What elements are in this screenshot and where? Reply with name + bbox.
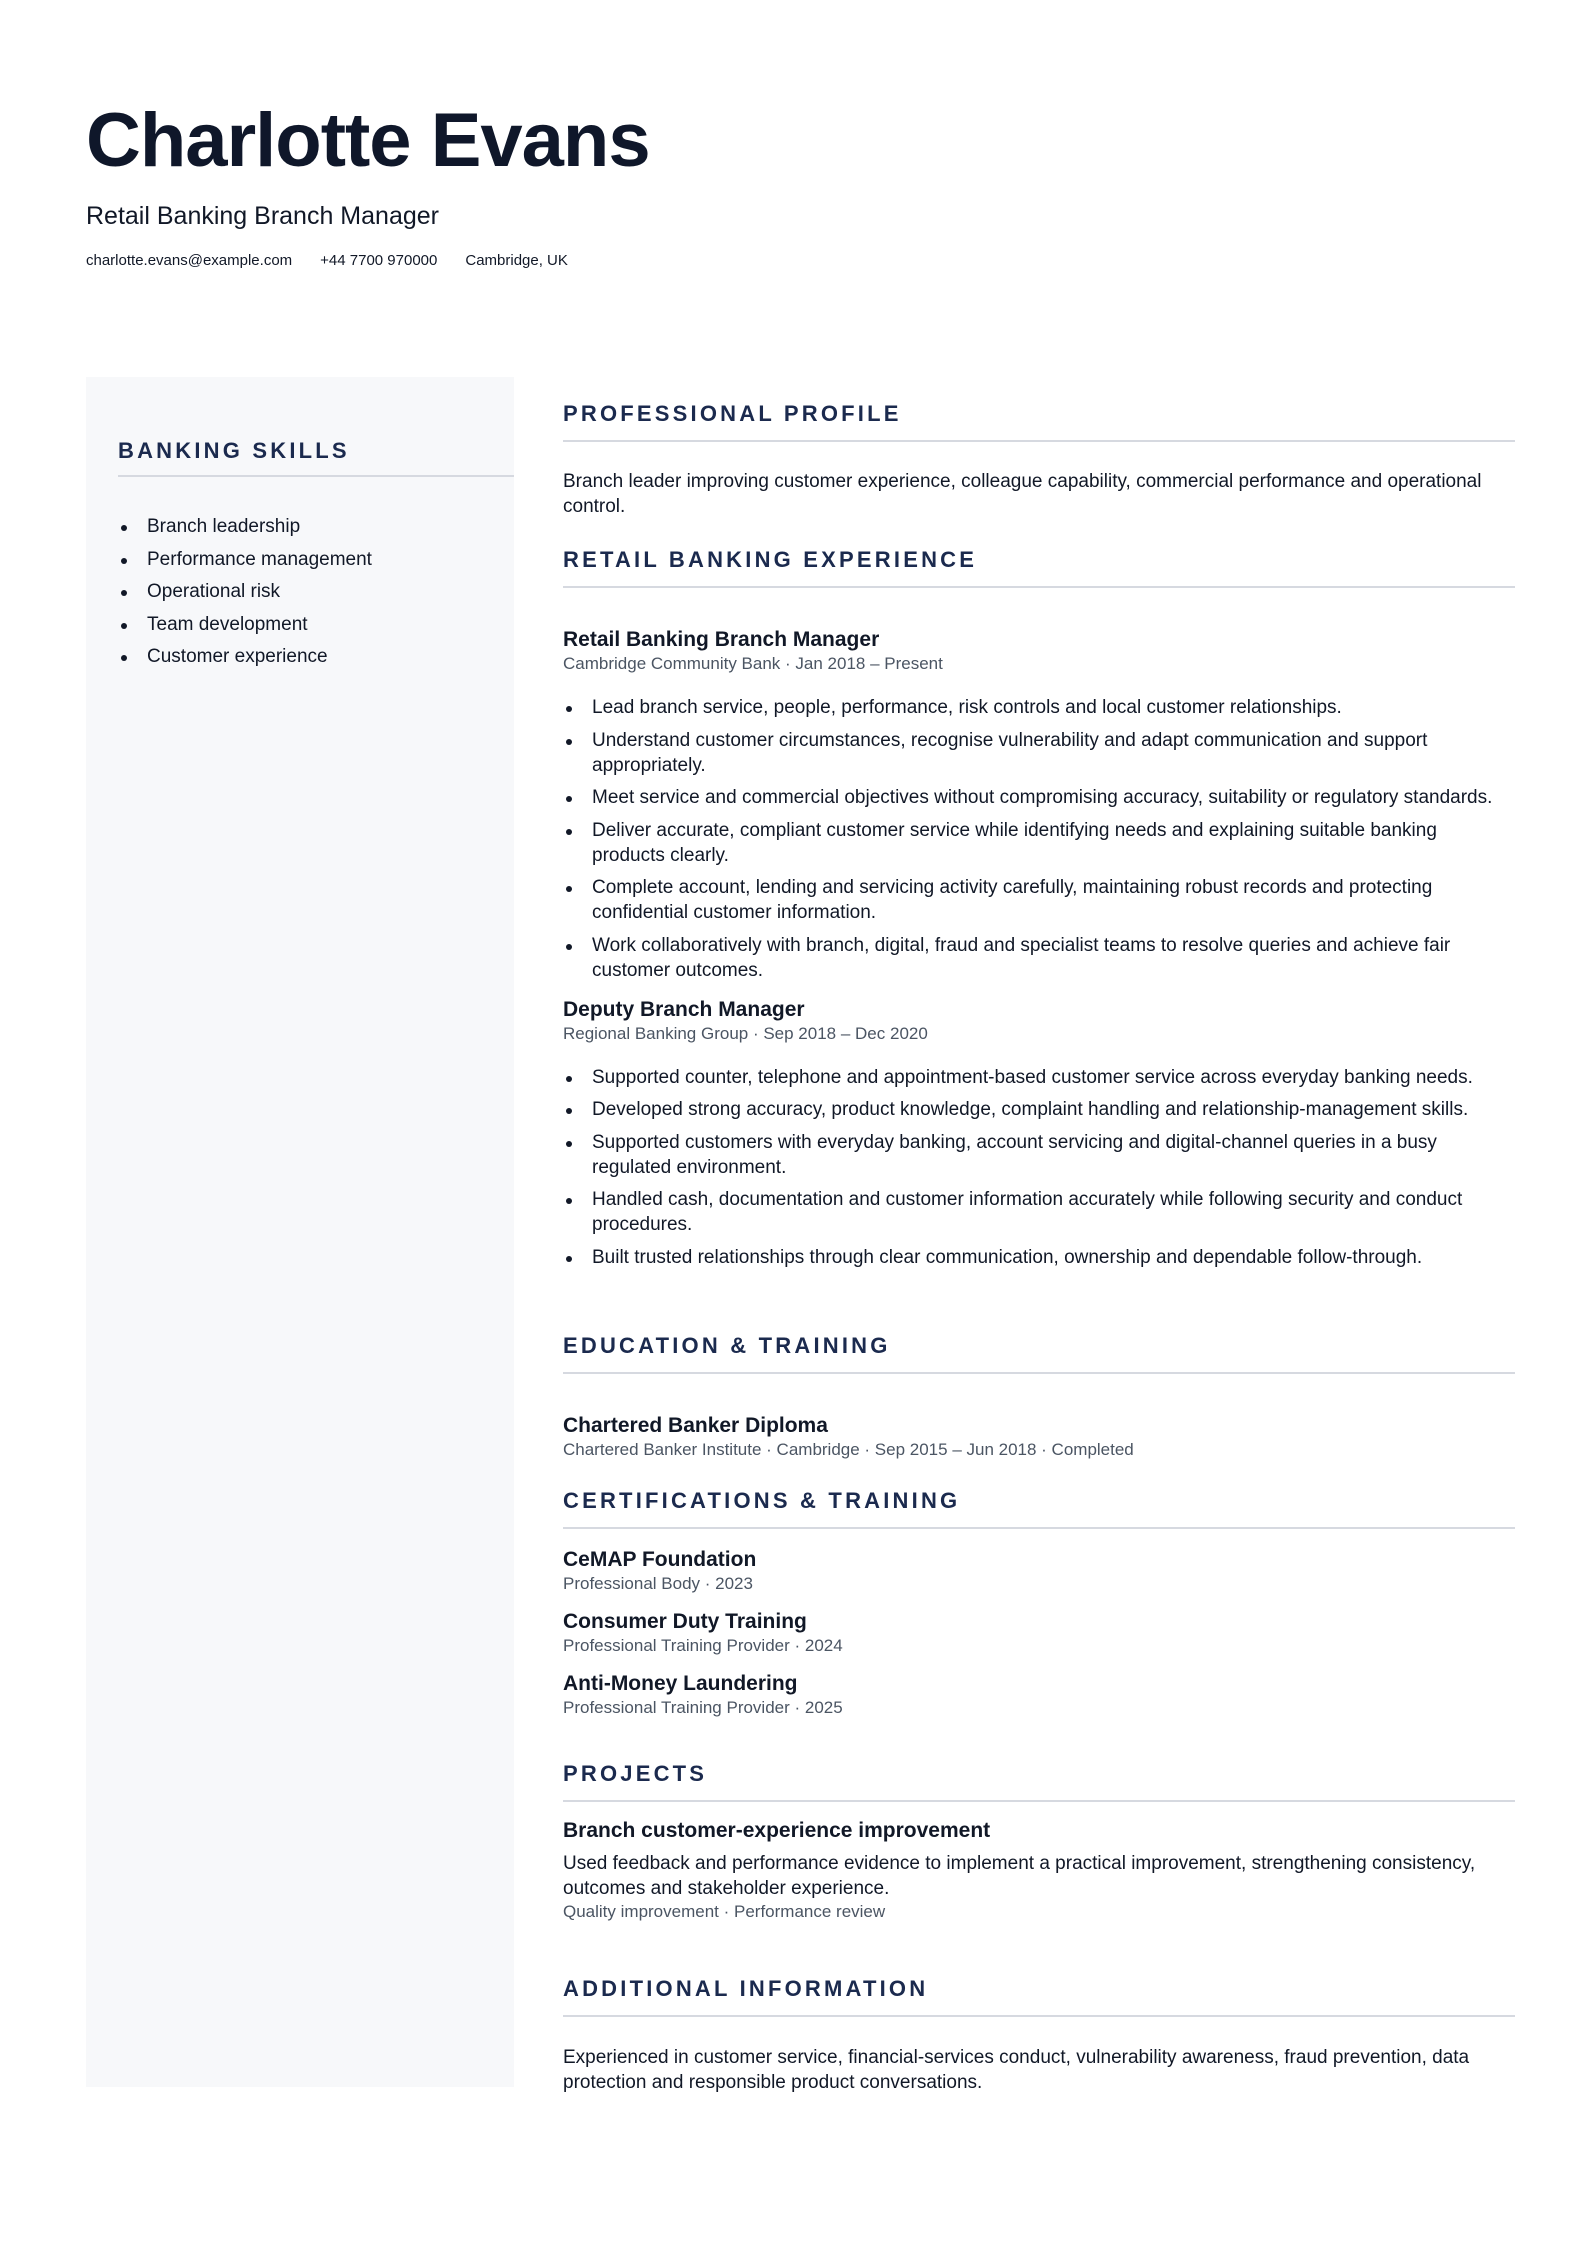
projects-heading: PROJECTS <box>563 1761 708 1786</box>
section-divider <box>563 586 1515 588</box>
certification-meta: Professional Body · 2023 <box>563 1574 753 1593</box>
skill-item: Team development <box>118 609 482 642</box>
education-entry <box>563 1413 1515 1461</box>
job-bullet: Built trusted relationships through clear communication, ownership and dependable follow-through. <box>563 1245 1515 1270</box>
section-divider <box>563 1800 1515 1802</box>
project-text: Used feedback and performance evidence to implement a practical improvement, strengthening consistency, outcomes and stakeholder experience. <box>563 1853 1476 1899</box>
skill-item: Customer experience <box>118 641 482 674</box>
job-entry <box>563 997 1515 1270</box>
projects-section <box>563 1760 1515 1923</box>
skills-heading: BANKING SKILLS <box>118 438 350 463</box>
certification-entry <box>563 1547 1515 1595</box>
profile-heading: PROFESSIONAL PROFILE <box>563 401 902 426</box>
certification-title: Anti-Money Laundering <box>563 1672 798 1695</box>
job-bullets <box>563 1065 1515 1270</box>
skills-list <box>118 511 482 674</box>
section-divider <box>563 1527 1515 1529</box>
certification-title: CeMAP Foundation <box>563 1548 757 1571</box>
experience-section <box>563 546 1515 1277</box>
experience-heading: RETAIL BANKING EXPERIENCE <box>563 547 978 572</box>
job-bullet: Understand customer circumstances, recognise vulnerability and adapt communication and support appropriately. <box>563 728 1515 778</box>
additional-section <box>563 1975 1515 2095</box>
certification-meta: Professional Training Provider · 2024 <box>563 1636 843 1655</box>
project-title: Branch customer-experience improvement <box>563 1819 991 1842</box>
resume-header <box>86 96 1506 269</box>
section-divider <box>563 2015 1515 2017</box>
section-divider <box>118 475 514 477</box>
job-bullet: Complete account, lending and servicing activity carefully, maintaining robust records and protecting confidential customer information. <box>563 875 1515 925</box>
certification-meta: Professional Training Provider · 2025 <box>563 1698 843 1717</box>
contact-line <box>86 252 1506 269</box>
job-bullet: Lead branch service, people, performance, risk controls and local customer relationships. <box>563 695 1515 720</box>
job-bullet: Developed strong accuracy, product knowledge, complaint handling and relationship-management skills. <box>563 1097 1515 1122</box>
certification-title: Consumer Duty Training <box>563 1610 807 1633</box>
contact-location: Cambridge, UK <box>465 252 568 269</box>
contact-email: charlotte.evans@example.com <box>86 252 293 269</box>
education-meta: Chartered Banker Institute · Cambridge · Sep 2015 – Jun 2018 · Completed <box>563 1440 1134 1459</box>
certification-entry <box>563 1609 1515 1657</box>
job-bullet: Deliver accurate, compliant customer service while identifying needs and explaining suitable banking products clearly. <box>563 818 1515 868</box>
additional-heading: ADDITIONAL INFORMATION <box>563 1976 929 2001</box>
candidate-title: Retail Banking Branch Manager <box>86 202 439 230</box>
job-bullet: Supported customers with everyday banking, account servicing and digital-channel queries in a busy regulated environment. <box>563 1130 1515 1180</box>
profile-section <box>563 400 1515 519</box>
skill-item: Operational risk <box>118 576 482 609</box>
education-heading: EDUCATION & TRAINING <box>563 1333 891 1358</box>
education-section <box>563 1332 1515 1461</box>
project-entry <box>563 1818 1515 1923</box>
skills-sidebar <box>86 377 514 2087</box>
section-divider <box>563 1372 1515 1374</box>
certifications-heading: CERTIFICATIONS & TRAINING <box>563 1488 961 1513</box>
additional-text: Experienced in customer service, financial-services conduct, vulnerability awareness, fraud prevention, data protection and responsible product conversations. <box>563 2047 1470 2093</box>
job-meta: Regional Banking Group · Sep 2018 – Dec 2020 <box>563 1023 928 1043</box>
contact-phone: +44 7700 970000 <box>320 252 438 269</box>
job-title: Deputy Branch Manager <box>563 997 805 1021</box>
education-title: Chartered Banker Diploma <box>563 1414 828 1437</box>
section-divider <box>563 440 1515 442</box>
profile-text: Branch leader improving customer experience, colleague capability, commercial performance and operational control. <box>563 471 1482 517</box>
skill-item: Branch leadership <box>118 511 482 544</box>
job-bullet: Work collaboratively with branch, digital, fraud and specialist teams to resolve queries and achieve fair customer outcomes. <box>563 933 1515 983</box>
job-bullets <box>563 695 1515 983</box>
certification-entry <box>563 1671 1515 1719</box>
job-entry <box>563 627 1515 983</box>
job-title: Retail Banking Branch Manager <box>563 628 880 651</box>
project-meta: Quality improvement · Performance review <box>563 1902 886 1921</box>
candidate-name: Charlotte Evans <box>86 98 650 183</box>
job-meta: Cambridge Community Bank · Jan 2018 – Present <box>563 654 943 673</box>
job-bullet: Supported counter, telephone and appointment-based customer service across everyday banking needs. <box>563 1065 1515 1090</box>
skill-item: Performance management <box>118 544 482 577</box>
certifications-section <box>563 1487 1515 1719</box>
job-bullet: Handled cash, documentation and customer information accurately while following security and conduct procedures. <box>563 1187 1515 1237</box>
job-bullet: Meet service and commercial objectives without compromising accuracy, suitability or regulatory standards. <box>563 785 1515 810</box>
